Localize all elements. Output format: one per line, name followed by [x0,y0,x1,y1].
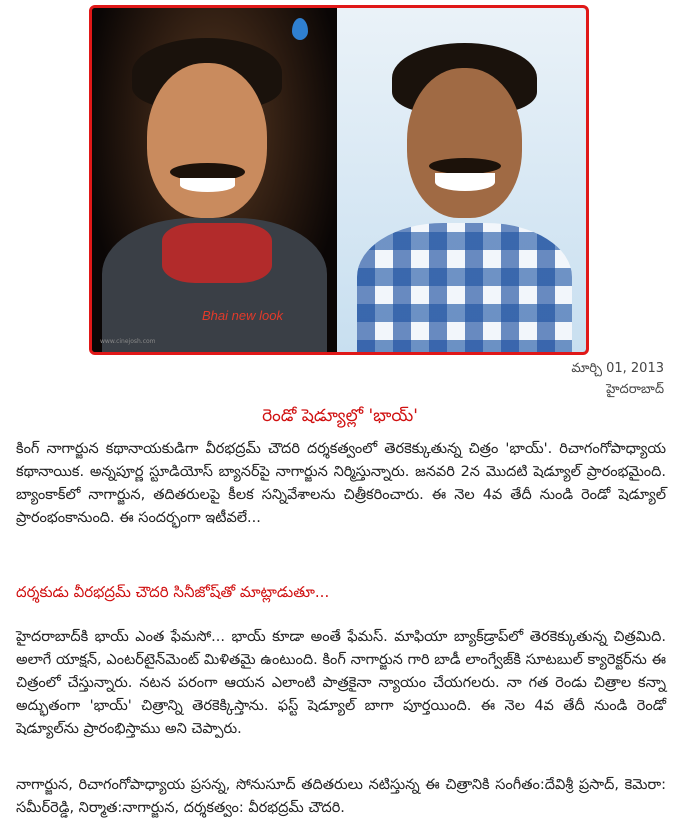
article-place: హైదరాబాద్ [606,382,664,397]
article-subheading: దర్శకుడు వీరభద్రమ్ చౌదరి సినీజోష్‌తో మాట్లాడుతూ... [16,583,330,601]
photo-veerabhadram [337,8,586,352]
article-paragraph-1: కింగ్ నాగార్జున కథానాయకుడిగా వీరభద్రమ్ చౌదరి దర్శకత్వంలో తెరకెక్కుతున్న చిత్రం 'భాయ్'. రిచాగంగోపాధ్యాయ కథానాయిక. అన్నపూర్ణ స్టూడియోస్ బ్యానర్‌పై నాగార్జున నిర్మిస్తున్నారు. జనవరి 2న మొదటి షెడ్యూల్ ప్రారంభమైంది. బ్యాంకాక్‌లో నాగార్జున, తదితరులపై కీలక సన్నివేశాలను చిత్రీకరించారు. ఈ నెల 4వ తేదీ నుండి రెండో షెడ్యూల్ ప్రారంభంకానుంది. ఈ సందర్భంగా ఇటీవలే... [16,441,666,526]
article-paragraph-2: హైదరాబాద్‌కి భాయ్ ఎంత ఫేమసో... భాయ్ కూడా అంతే ఫేమస్. మాఫియా బ్యాక్‌డ్రాప్‌లో తెరకెక్కుతున్న చిత్రమిది. అలాగే యాక్షన్, ఎంటర్‌టైన్‌మెంట్ మిళితమై ఉంటుంది. కింగ్ నాగార్జున గారి బాడీ లాంగ్వేజ్‌కి సూటబుల్ క్యారెక్టర్‌ను ఈ చిత్రంలో చేస్తున్నారు. నటన పరంగా ఆయన ఎలాంటి పాత్రకైనా న్యాయం చేయగలరు. నా గత రెండు చిత్రాల కన్నా అద్భుతంగా 'భాయ్' చిత్రాన్ని తెరకెక్కిస్తాను. ఫస్ట్ షెడ్యూల్ బాగా పూర్తయింది. ఈ నెల 4వ తేదీ నుండి రెండో షెడ్యూల్‌ను ప్రారంభిస్తాము అని చెప్పారు. [16,629,666,737]
article-paragraph-3: నాగార్జున, రిచాగంగోపాధ్యాయ ప్రసన్న, సోనుసూద్ తదితరులు నటిస్తున్న ఈ చిత్రానికి సంగీతం:దేవిశ్రీ ప్రసాద్, కెమెరా: సమీర్‌రెడ్డి, నిర్మాత:నాగార్జున, దర్శకత్వం: వీరభద్రమ్ చౌదరి. [16,777,666,816]
article-photo [89,5,589,355]
article-headline: రెండో షెడ్యూల్లో 'భాయ్' [262,406,418,426]
photo-watermark: www.cinejosh.com [100,338,156,345]
article-date: మార్చి 01, 2013 [571,361,664,376]
photo-nagarjuna [92,8,337,352]
site-logo-icon [292,18,308,40]
photo-caption: Bhai new look [202,308,283,323]
